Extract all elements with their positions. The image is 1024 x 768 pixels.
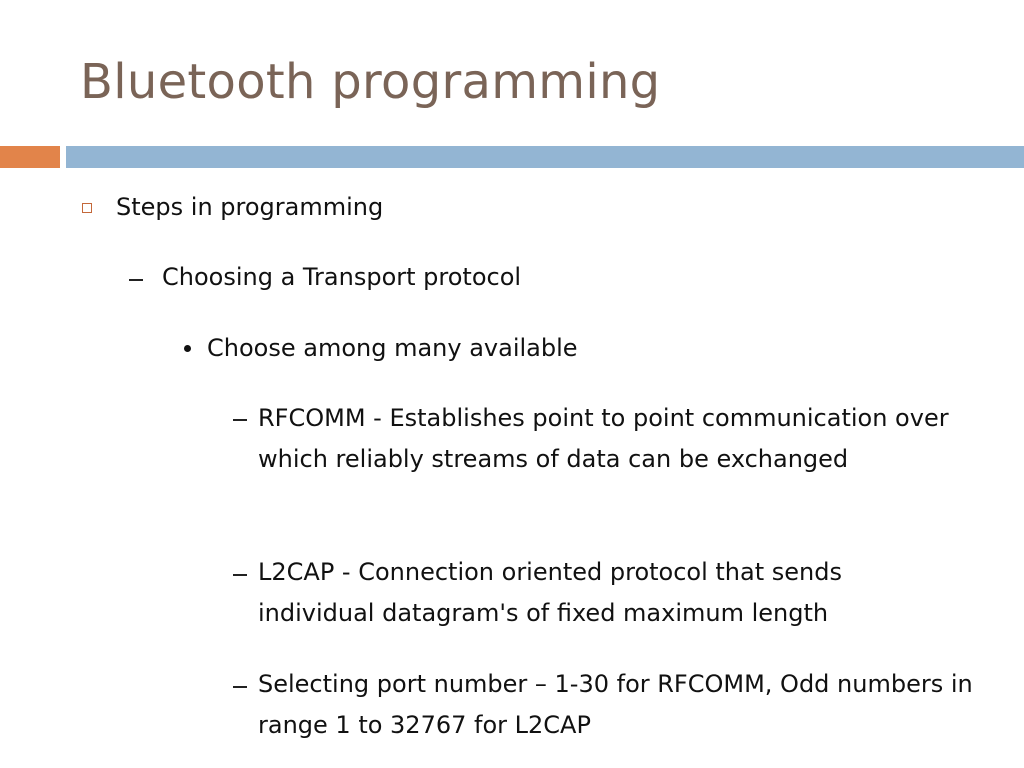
- bullet-level3: Choose among many available: [207, 334, 578, 362]
- dash-bullet-icon: [233, 574, 247, 576]
- bullet-level4-rfcomm: RFCOMM - Establishes point to point communication over which reliably streams of data can be exchanged: [258, 404, 949, 473]
- dot-bullet-icon: [184, 345, 191, 352]
- dash-bullet-icon: [233, 686, 247, 688]
- hollow-square-bullet-icon: [82, 203, 92, 213]
- slide-title: Bluetooth programming: [80, 54, 661, 110]
- accent-bar-orange: [0, 146, 60, 168]
- accent-bar-blue: [66, 146, 1024, 168]
- bullet-level2: Choosing a Transport protocol: [162, 263, 522, 291]
- bullet-level4-port: Selecting port number – 1-30 for RFCOMM, Odd numbers in range 1 to 32767 for L2CAP: [258, 670, 973, 739]
- bullet-level1: Steps in programming: [116, 193, 384, 221]
- bullet-level4-l2cap: L2CAP - Connection oriented protocol that sends individual datagram's of fixed maximum length: [258, 558, 842, 627]
- dash-bullet-icon: [233, 419, 247, 421]
- dash-bullet-icon: [129, 279, 143, 281]
